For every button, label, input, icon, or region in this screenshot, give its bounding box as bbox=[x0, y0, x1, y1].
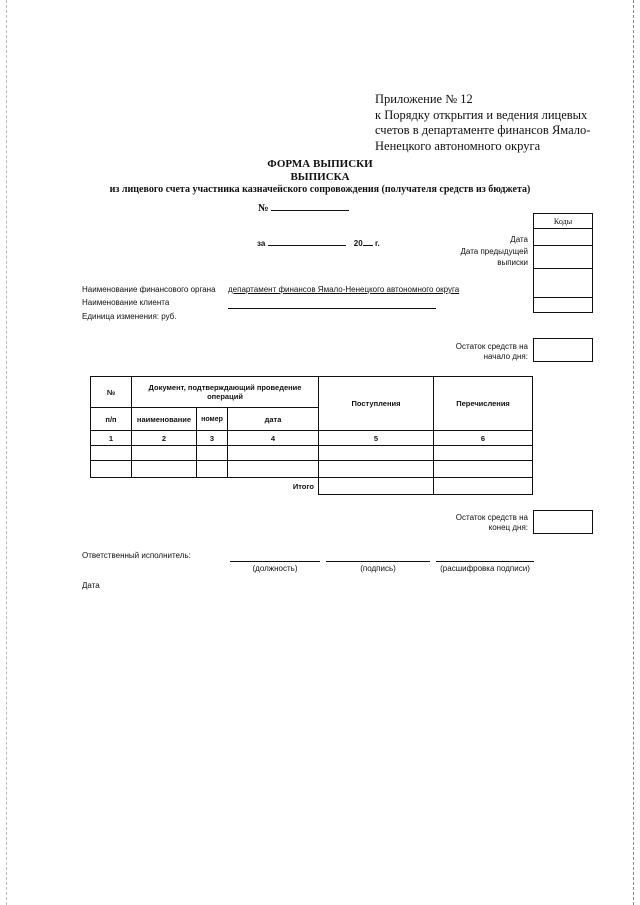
period-prefix: за bbox=[257, 239, 266, 248]
number-blank[interactable] bbox=[271, 200, 349, 211]
scan-edge-right bbox=[632, 0, 634, 905]
index-cell: 4 bbox=[228, 431, 319, 446]
table-row bbox=[91, 446, 533, 461]
cell[interactable] bbox=[434, 446, 533, 461]
codes-blank-cell bbox=[534, 269, 593, 298]
index-cell: 1 bbox=[91, 431, 132, 446]
period-line bbox=[257, 235, 380, 248]
index-cell: 6 bbox=[434, 431, 533, 446]
statement-number bbox=[258, 200, 349, 214]
operations-table bbox=[90, 376, 533, 495]
cell[interactable] bbox=[91, 446, 132, 461]
decode-line[interactable] bbox=[436, 561, 534, 562]
col-num-sub: п/п bbox=[91, 408, 132, 431]
doc-title: ВЫПИСКА bbox=[290, 171, 350, 183]
appendix-line: Ненецкого автономного округа bbox=[375, 138, 541, 153]
appendix-line: к Порядку открытия и ведения лицевых bbox=[375, 107, 588, 122]
codes-prev-date-label: Дата предыдущей bbox=[460, 247, 528, 256]
codes-unit-cell[interactable] bbox=[534, 298, 593, 313]
cell[interactable] bbox=[434, 461, 533, 478]
balance-end-box[interactable] bbox=[533, 510, 593, 534]
client-label: Наименование клиента bbox=[82, 298, 170, 307]
signature-label: Ответственный исполнитель: bbox=[82, 551, 191, 560]
cell[interactable] bbox=[197, 446, 228, 461]
index-cell: 2 bbox=[132, 431, 197, 446]
appendix-block bbox=[375, 92, 620, 154]
col-doc-group-header: Документ, подтверждающий проведение операций bbox=[132, 377, 319, 408]
sign-caption: (подпись) bbox=[360, 564, 396, 573]
codes-prev-date-cell[interactable] bbox=[534, 246, 593, 269]
period-year-blank[interactable] bbox=[363, 235, 373, 246]
scan-edge-left bbox=[6, 0, 8, 905]
period-year-prefix: 20 bbox=[353, 239, 363, 248]
position-line[interactable] bbox=[230, 561, 320, 562]
period-year-suffix: г. bbox=[374, 239, 380, 248]
col-num-header: № bbox=[91, 377, 132, 408]
cell[interactable] bbox=[319, 461, 434, 478]
table-row bbox=[91, 461, 533, 478]
total-row bbox=[91, 478, 533, 495]
index-cell: 5 bbox=[319, 431, 434, 446]
total-label: Итого bbox=[292, 481, 314, 491]
cell[interactable] bbox=[228, 461, 319, 478]
appendix-line: Приложение № 12 bbox=[375, 92, 473, 106]
codes-table bbox=[533, 213, 593, 313]
index-cell: 3 bbox=[197, 431, 228, 446]
decode-caption: (расшифровка подписи) bbox=[440, 564, 530, 573]
codes-date-cell[interactable] bbox=[534, 229, 593, 246]
cell[interactable] bbox=[228, 446, 319, 461]
cell[interactable] bbox=[197, 461, 228, 478]
col-doc-name-header: наименование bbox=[132, 408, 197, 431]
codes-prev-date-label-2: выписки bbox=[497, 258, 528, 267]
balance-start-label-1: Остаток средств на bbox=[455, 342, 528, 351]
cell[interactable] bbox=[319, 446, 434, 461]
balance-start-label-2: начало дня: bbox=[483, 352, 528, 361]
codes-header: Коды bbox=[534, 214, 593, 229]
appendix-line: счетов в департаменте финансов Ямало- bbox=[375, 123, 591, 137]
fin-org-value: департамент финансов Ямало-Ненецкого автономного округа bbox=[228, 285, 460, 294]
balance-end-label-1: Остаток средств на bbox=[455, 513, 528, 522]
cell[interactable] bbox=[132, 461, 197, 478]
fin-org-label: Наименование финансового органа bbox=[82, 285, 216, 294]
col-income-header: Поступления bbox=[319, 377, 434, 431]
period-date-blank[interactable] bbox=[268, 235, 346, 246]
col-doc-date-header: дата bbox=[228, 408, 319, 431]
number-label: № bbox=[258, 203, 269, 214]
codes-date-label: Дата bbox=[510, 235, 528, 244]
date-label: Дата bbox=[82, 581, 100, 590]
total-outgo-cell[interactable] bbox=[434, 478, 533, 495]
form-title: ФОРМА ВЫПИСКИ bbox=[267, 158, 373, 170]
cell[interactable] bbox=[91, 461, 132, 478]
unit-label: Единица изменения: руб. bbox=[82, 312, 177, 321]
col-outgo-header: Перечисления bbox=[434, 377, 533, 431]
doc-subtitle: из лицевого счета участника казначейского сопровождения (получателя средств из бюджета) bbox=[109, 184, 531, 195]
cell[interactable] bbox=[132, 446, 197, 461]
sign-line[interactable] bbox=[326, 561, 430, 562]
col-doc-num-header: номер bbox=[197, 408, 228, 431]
balance-start-box[interactable] bbox=[533, 338, 593, 362]
total-income-cell[interactable] bbox=[319, 478, 434, 495]
position-caption: (должность) bbox=[252, 564, 298, 573]
client-value-line[interactable] bbox=[228, 308, 436, 309]
balance-end-label-2: конец дня: bbox=[488, 523, 528, 532]
